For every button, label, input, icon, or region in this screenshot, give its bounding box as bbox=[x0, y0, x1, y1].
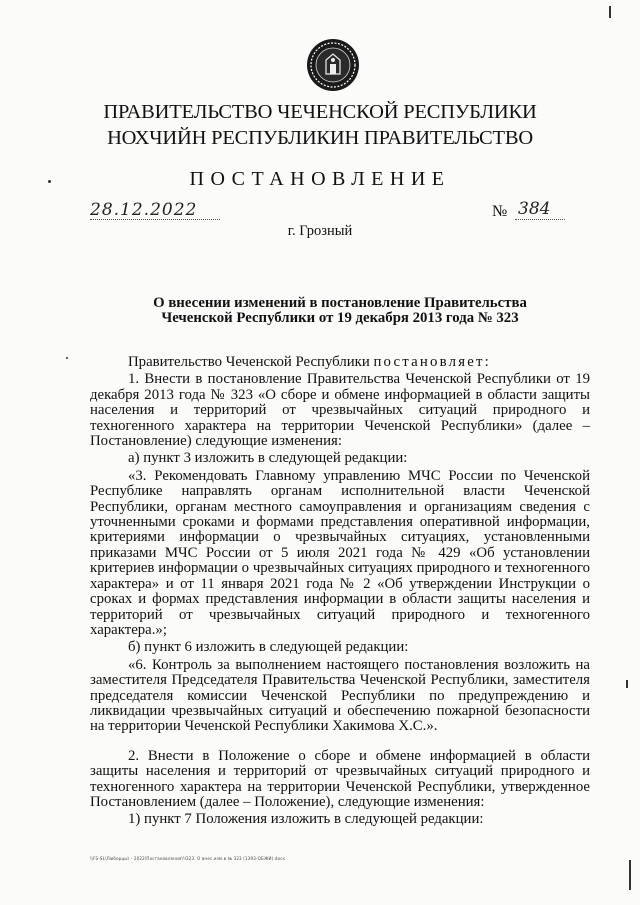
paragraph-2: 2. Внести в Положение о сборе и обмене информацией в области защиты населения и территорий от чрезвычайных ситуаций природного и техногенного характера на территории Чеченской Республики, утвержденное Постановлением (далее – Положение), следующие изменения: bbox=[90, 747, 590, 810]
number-underline bbox=[515, 219, 565, 220]
scan-mark bbox=[609, 6, 611, 18]
paragraph-2-1: 1) пункт 7 Положения изложить в следующей редакции: bbox=[128, 811, 484, 828]
document-body bbox=[90, 355, 590, 830]
paragraph-1: 1. Внести в постановление Правительства Чеченской Республики от 19 декабря 2013 года № 323 «О сборе и обмене информацией в области защиты населения и территорий от чрезвычайных ситуаций природного и техногенного характера на территории Чеченской Республики» (далее – Постановление) следующие изменения: bbox=[90, 371, 590, 450]
government-title-ru: ПРАВИТЕЛЬСТВО ЧЕЧЕНСКОЙ РЕСПУБЛИКИ bbox=[103, 101, 537, 123]
document-date: 28.12.2022 bbox=[90, 200, 198, 220]
government-title-ce: НОХЧИЙН РЕСПУБЛИКИН ПРАВИТЕЛЬСТВО bbox=[107, 127, 533, 149]
scan-mark bbox=[629, 860, 631, 890]
chechen-republic-emblem-icon bbox=[306, 38, 360, 92]
document-number: 384 bbox=[518, 199, 551, 219]
date-underline bbox=[90, 219, 220, 220]
intro-paragraph bbox=[90, 355, 590, 370]
scan-mark bbox=[626, 680, 628, 688]
scan-mark bbox=[48, 180, 51, 183]
paragraph-1a: а) пункт 3 изложить в следующей редакции: bbox=[128, 450, 408, 467]
document-type: ПОСТАНОВЛЕНИЕ bbox=[189, 168, 451, 190]
file-path-footer: \\FS-SL\Люберцы\ - 2022\Постановления\Ч323. О внес.изм.в № 323 (1393-ОБЖИ).docx bbox=[90, 856, 286, 861]
title-line-2: Чеченской Республики от 19 декабря 2013 года № 323 bbox=[161, 310, 519, 326]
paragraph-1b: б) пункт 6 изложить в следующей редакции: bbox=[128, 639, 409, 656]
title-line-1: О внесении изменений в постановление Правительства bbox=[153, 295, 527, 311]
intro-decree-word: постановляет: bbox=[373, 354, 491, 370]
paragraph-1b-text: «6. Контроль за выполнением настоящего постановления возложить на заместителя Председателя Правительства Чеченской Республики, заместителя председателя комиссии Чеченской Республики по предупреждению и ликвидации чрезвычайных ситуаций и обеспечению пожарной безопасности на территории Чеченской Республики Хакимова Х.С.». bbox=[90, 656, 590, 735]
paragraph-1a-text: «3. Рекомендовать Главному управлению МЧС России по Чеченской Республике направлять органам исполнительной власти Чеченской Республики, органам местного самоуправления и организациям сведения с уточненными сроками и формами представления оперативной информации, критериями информации о чрезвычайных ситуациях, установленными приказами МЧС России от 5 июля 2021 года № 429 «Об установлении критериев информации о чрезвычайных ситуациях природного и техногенного характера» и от 11 января 2021 года № 2 «Об утверждении Инструкции о сроках и формах представления информации в области защиты населения и территорий от чрезвычайных ситуаций природного и техногенного характера.»; bbox=[90, 467, 590, 638]
document-city: г. Грозный bbox=[287, 223, 353, 239]
scan-mark bbox=[66, 357, 68, 359]
number-label: № bbox=[492, 203, 508, 220]
document-title bbox=[90, 296, 590, 326]
intro-text: Правительство Чеченской Республики bbox=[128, 354, 374, 370]
